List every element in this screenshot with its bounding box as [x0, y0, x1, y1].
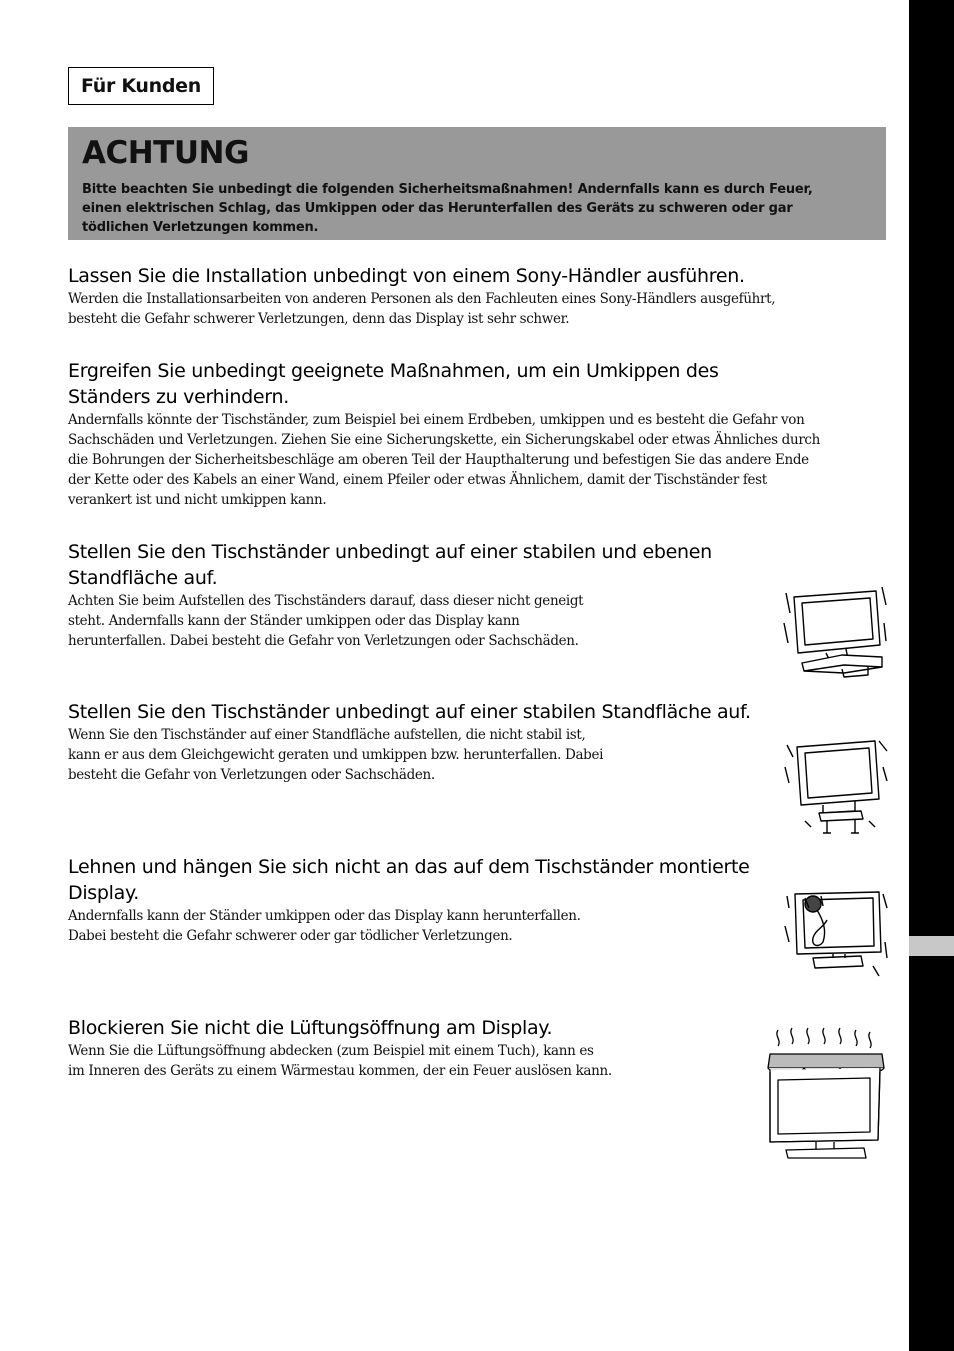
- covered-vent-icon: [764, 1024, 888, 1159]
- section-installation: [68, 263, 775, 329]
- for-customers-label: Für Kunden: [68, 67, 214, 105]
- body-line: Andernfalls kann der Ständer umkippen oder das Display kann herunterfallen.: [68, 908, 581, 924]
- warning-text: [82, 180, 872, 237]
- warning-text-line: Bitte beachten Sie unbedingt die folgenden Sicherheitsmaßnahmen! Andernfalls kann es durch Feuer,: [82, 182, 813, 197]
- heading-line: Ständers zu verhindern.: [68, 386, 289, 408]
- heading-line: Display.: [68, 882, 139, 904]
- section-body: [68, 410, 820, 510]
- body-line: Wenn Sie den Tischständer auf einer Standfläche aufstellen, die nicht stabil ist,: [68, 727, 586, 743]
- body-line: Achten Sie beim Aufstellen des Tischständers darauf, dass dieser nicht geneigt: [68, 593, 584, 609]
- body-line: die Bohrungen der Sicherheitsbeschläge am oberen Teil der Haupthalterung und befestigen Sie das andere Ende: [68, 452, 809, 468]
- body-line: Wenn Sie die Lüftungsöffnung abdecken (zum Beispiel mit einem Tuch), kann es: [68, 1043, 594, 1059]
- section-prevent-tipping: [68, 358, 820, 510]
- warning-text-line: einen elektrischen Schlag, das Umkippen oder das Herunterfallen des Geräts zu schweren oder gar: [82, 201, 793, 216]
- heading-line: Lehnen und hängen Sie sich nicht an das auf dem Tischständer montierte: [68, 856, 750, 878]
- section-heading: [68, 263, 775, 289]
- section-heading: [68, 539, 712, 591]
- body-line: verankert ist und nicht umkippen kann.: [68, 492, 327, 508]
- body-line: herunterfallen. Dabei besteht die Gefahr von Verletzungen oder Sachschäden.: [68, 633, 579, 649]
- heading-line: Stellen Sie den Tischständer unbedingt auf einer stabilen und ebenen: [68, 541, 712, 563]
- body-line: Sachschäden und Verletzungen. Ziehen Sie eine Sicherungskette, ein Sicherungskabel oder etwas Ähnliches durch: [68, 432, 820, 448]
- section-heading: [68, 699, 751, 725]
- body-line: steht. Andernfalls kann der Ständer umkippen oder das Display kann: [68, 613, 520, 629]
- section-heading: [68, 1015, 612, 1041]
- heading-line: Blockieren Sie nicht die Lüftungsöffnung am Display.: [68, 1017, 553, 1039]
- tilted-stand-icon: [782, 583, 888, 678]
- side-tab-marker: [909, 936, 954, 956]
- section-level-surface: [68, 539, 712, 651]
- section-stable-surface: [68, 699, 751, 785]
- body-line: Werden die Installationsarbeiten von anderen Personen als den Fachleuten eines Sony-Händlers ausgeführt,: [68, 291, 776, 307]
- person-hanging-icon: [783, 886, 889, 978]
- heading-line: Ergreifen Sie unbedingt geeignete Maßnahmen, um ein Umkippen des: [68, 360, 719, 382]
- body-line: besteht die Gefahr von Verletzungen oder Sachschäden.: [68, 767, 435, 783]
- body-line: Andernfalls könnte der Tischständer, zum Beispiel bei einem Erdbeben, umkippen und es besteht die Gefahr von: [68, 412, 805, 428]
- section-heading: [68, 358, 820, 410]
- warning-text-line: tödlichen Verletzungen kommen.: [82, 220, 319, 235]
- heading-line: Stellen Sie den Tischständer unbedingt auf einer stabilen Standfläche auf.: [68, 701, 751, 723]
- body-line: kann er aus dem Gleichgewicht geraten und umkippen bzw. herunterfallen. Dabei: [68, 747, 604, 763]
- body-line: besteht die Gefahr schwerer Verletzungen, denn das Display ist sehr schwer.: [68, 311, 570, 327]
- warning-title: ACHTUNG: [82, 135, 249, 171]
- warning-box: [68, 127, 886, 240]
- body-line: Dabei besteht die Gefahr schwerer oder gar tödlicher Verletzungen.: [68, 928, 513, 944]
- section-body: [68, 591, 712, 651]
- section-heading: [68, 854, 750, 906]
- section-no-leaning: [68, 854, 750, 946]
- heading-line: Lassen Sie die Installation unbedingt von einem Sony-Händler ausführen.: [68, 265, 745, 287]
- section-body: [68, 289, 775, 329]
- unstable-surface-icon: [783, 737, 889, 837]
- section-ventilation: [68, 1015, 612, 1081]
- body-line: der Kette oder des Kabels an einer Wand, einem Pfeiler oder etwas Ähnlichem, damit der Tischständer fest: [68, 472, 767, 488]
- section-body: [68, 906, 750, 946]
- section-body: [68, 1041, 612, 1081]
- side-tab: [909, 0, 954, 1351]
- section-body: [68, 725, 751, 785]
- body-line: im Inneren des Geräts zu einem Wärmestau kommen, der ein Feuer auslösen kann.: [68, 1063, 612, 1079]
- heading-line: Standfläche auf.: [68, 567, 218, 589]
